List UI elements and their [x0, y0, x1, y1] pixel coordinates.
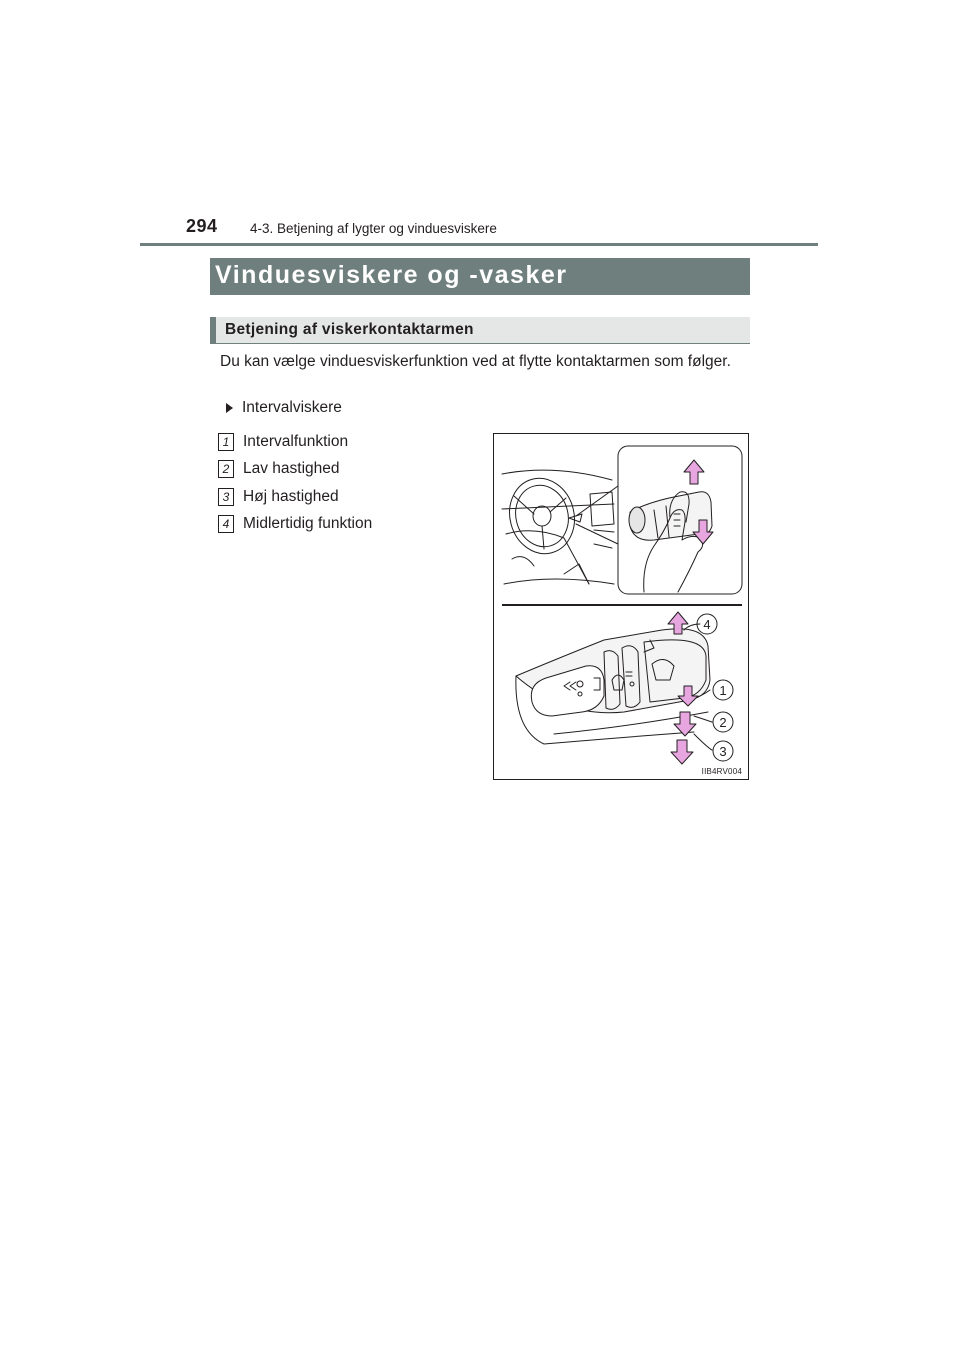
- number-badge: 1: [218, 433, 234, 451]
- function-list: [218, 428, 372, 538]
- list-item-label: Lav hastighed: [243, 460, 340, 478]
- section-title: Vinduesviskere og -vasker: [215, 261, 568, 289]
- wiper-illustration: [493, 433, 749, 780]
- subsection-accent: [210, 317, 216, 344]
- bullet-heading: [226, 399, 342, 417]
- list-item: [218, 483, 372, 511]
- bullet-text: Intervalviskere: [242, 399, 342, 416]
- list-item: [218, 511, 372, 539]
- triangle-bullet-icon: [226, 403, 233, 413]
- callout-1: 1: [719, 683, 727, 698]
- list-item: [218, 428, 372, 456]
- wiper-lever-drawing: [494, 434, 749, 780]
- chapter-heading: 4-3. Betjening af lygter og vinduesviskere: [250, 221, 497, 236]
- number-badge: 2: [218, 460, 234, 478]
- section-title-bar: [210, 258, 750, 295]
- list-item-label: Høj hastighed: [243, 487, 339, 505]
- header-rule: [140, 243, 818, 246]
- intro-paragraph: Du kan vælge vinduesviskerfunktion ved at flytte kontaktarmen som følger.: [220, 353, 731, 370]
- figure-code: IIB4RV004: [701, 767, 742, 776]
- callout-3: 3: [719, 744, 727, 759]
- subsection-bar: [210, 317, 750, 344]
- number-badge: 4: [218, 515, 234, 533]
- list-item: [218, 456, 372, 484]
- number-badge: 3: [218, 488, 234, 506]
- subsection-underline: [210, 343, 750, 344]
- callout-2: 2: [719, 715, 727, 730]
- list-item-label: Intervalfunktion: [243, 432, 349, 450]
- list-item-label: Midlertidig funktion: [243, 515, 373, 533]
- subsection-title: Betjening af viskerkontaktarmen: [225, 321, 474, 338]
- page-number: 294: [186, 216, 218, 236]
- callout-4: 4: [703, 617, 711, 632]
